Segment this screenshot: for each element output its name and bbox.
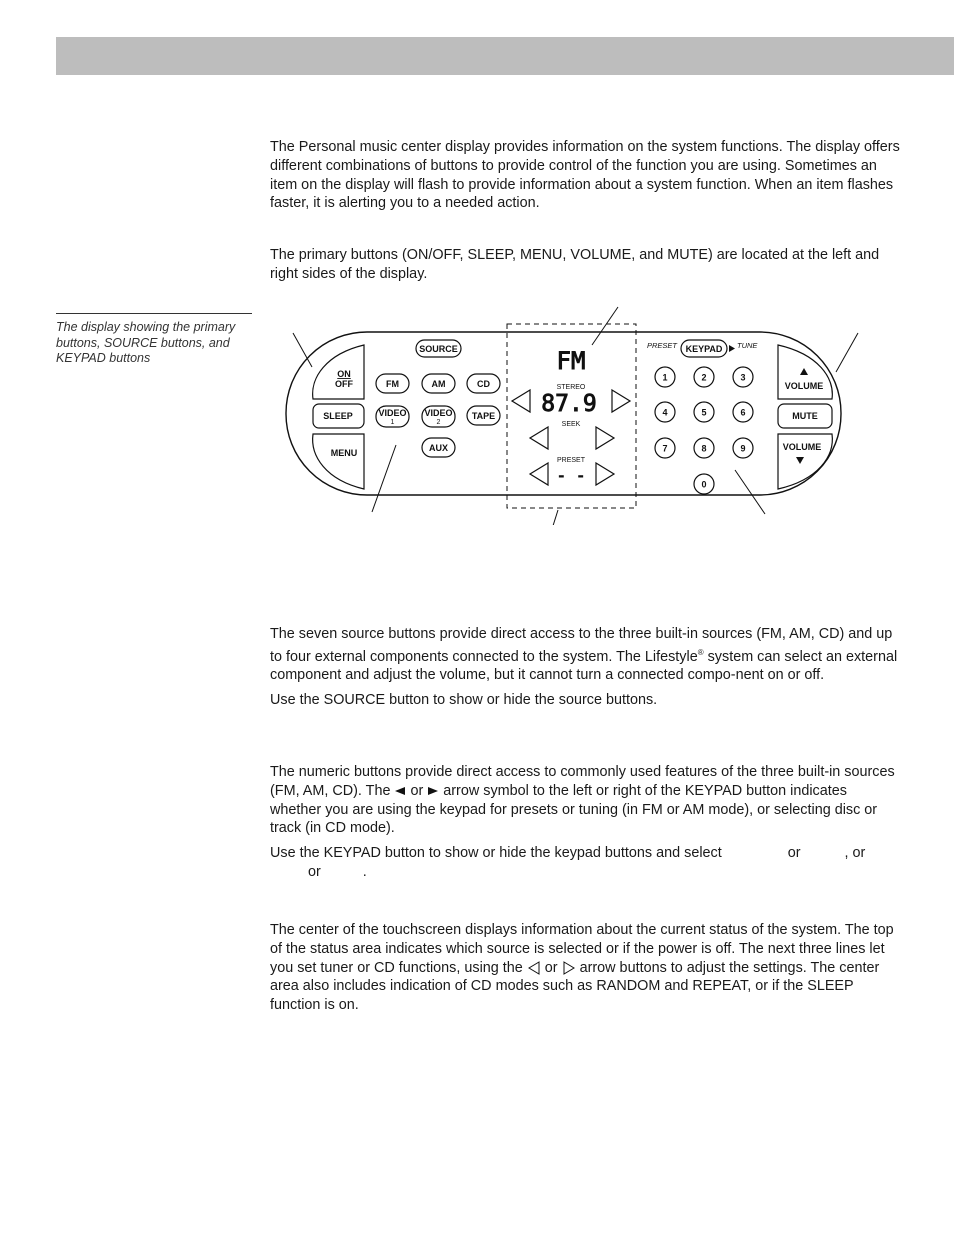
- preset-label: PRESET: [556, 457, 586, 464]
- keypad-preset-label: PRESET: [647, 341, 678, 350]
- header-bar: [56, 37, 954, 75]
- keypad-key-label: 7: [662, 443, 668, 454]
- preset-right-arrow-icon[interactable]: [596, 463, 614, 485]
- intro-paragraph-1: The Personal music center display provides information on the system functions. The display offers different combinations of buttons to provide control of the function you are using. Sometimes an item on the display will flash to provide information about a system function. When an item flashes faster, it is alerting you to a needed action.: [270, 139, 900, 212]
- left-outline-arrow-icon: [527, 961, 541, 975]
- callout-status-bottom: [552, 510, 558, 525]
- callout-primary-right: [836, 333, 858, 372]
- svg-text:2: 2: [436, 419, 441, 426]
- tape-source-button[interactable]: [467, 406, 500, 425]
- tune-right-arrow-icon[interactable]: [612, 390, 630, 412]
- tune-left-arrow-icon[interactable]: [512, 390, 530, 412]
- right-outline-arrow-icon: [562, 961, 576, 975]
- keypad-key-label: 5: [701, 407, 707, 418]
- svg-text:MUTE: MUTE: [792, 411, 818, 421]
- keypad-key-label: 4: [662, 407, 668, 418]
- source-button[interactable]: [416, 340, 461, 357]
- preset-left-arrow-icon[interactable]: [530, 463, 548, 485]
- keypad-key-label: 3: [740, 372, 746, 383]
- caption-rule: [56, 313, 252, 314]
- preset-readout: - -: [556, 466, 586, 485]
- keypad-key-label: 0: [701, 479, 707, 490]
- svg-text:SOURCE: SOURCE: [419, 344, 458, 354]
- keypad-key-label: 2: [701, 372, 707, 383]
- svg-text:KEYPAD: KEYPAD: [685, 344, 723, 354]
- seek-label: SEEK: [561, 421, 581, 428]
- left-arrow-icon: [394, 786, 406, 796]
- svg-text:VIDEO: VIDEO: [378, 408, 407, 418]
- keypad-paragraph-1: The numeric buttons provide direct access to commonly used features of the three built-in sources (FM, AM, CD). The or arrow symbol to the left or right of the KEYPAD button indicates whether you are using the keypad for presets or tuning (in FM or AM mode), or selecting disc or track (in CD mode).: [270, 764, 895, 837]
- svg-text:TAPE: TAPE: [471, 411, 496, 421]
- status-section: [270, 921, 900, 1021]
- frequency-readout: 87.9: [541, 391, 597, 417]
- intro-section-2: [270, 246, 900, 290]
- fm-source-button[interactable]: [376, 374, 409, 393]
- sources-paragraph-2: Use the SOURCE button to show or hide the source buttons.: [270, 692, 658, 709]
- keypad-tune-label: TUNE: [737, 341, 758, 350]
- svg-text:VIDEO: VIDEO: [424, 408, 453, 418]
- video2-source-button[interactable]: [422, 406, 455, 427]
- figure-caption: The display showing the primary buttons, SOURCE buttons, and KEYPAD buttons: [56, 320, 236, 365]
- display-diagram: [280, 300, 860, 525]
- svg-text:AUX: AUX: [428, 443, 449, 453]
- video1-source-button[interactable]: [376, 406, 409, 427]
- keypad-key-1[interactable]: [655, 367, 675, 387]
- status-paragraph-1: The center of the touchscreen displays information about the current status of the system. The top of the status area indicates which source is selected or if the power is off. The next three lines let you set tuner or CD functions, using the or arrow buttons to adjust the settings. The center area also includes indication of CD modes such as RANDOM and REPEAT, or if the SLEEP function is on.: [270, 922, 894, 1014]
- intro-paragraph-2: The primary buttons (ON/OFF, SLEEP, MENU, VOLUME, and MUTE) are located at the left and right sides of the display.: [270, 247, 880, 282]
- on-label: ON: [337, 369, 351, 379]
- callout-primary-left: [293, 333, 312, 367]
- keypad-key-label: 1: [662, 372, 668, 383]
- keypad-key-5[interactable]: [694, 402, 714, 422]
- intro-section: [270, 138, 900, 219]
- keypad-section: [270, 763, 900, 888]
- status-source-readout: FM: [556, 347, 586, 375]
- mute-button[interactable]: [778, 404, 832, 428]
- sources-paragraph-1: The seven source buttons provide direct access to the three built-in sources (FM, AM, CD) and up to four external components connected to the system. The Lifestyle® system can select an external component and adjust the volume, but it cannot turn a connected compo-nent on or off.: [270, 626, 898, 684]
- keypad-button[interactable]: [681, 340, 727, 357]
- keypad-key-0[interactable]: [694, 474, 714, 494]
- keypad-key-3[interactable]: [733, 367, 753, 387]
- cd-source-button[interactable]: [467, 374, 500, 393]
- keypad-key-9[interactable]: [733, 438, 753, 458]
- seek-right-arrow-icon[interactable]: [596, 427, 614, 449]
- svg-text:FM: FM: [386, 379, 399, 389]
- keypad-key-label: 9: [740, 443, 746, 454]
- keypad-key-8[interactable]: [694, 438, 714, 458]
- keypad-key-4[interactable]: [655, 402, 675, 422]
- keypad-key-6[interactable]: [733, 402, 753, 422]
- off-label: OFF: [335, 379, 353, 389]
- volume-up-button[interactable]: [778, 345, 832, 399]
- svg-text:VOLUME: VOLUME: [784, 381, 824, 391]
- seek-left-arrow-icon[interactable]: [530, 427, 548, 449]
- svg-text:AM: AM: [431, 379, 446, 389]
- right-arrow-icon: [427, 786, 439, 796]
- keypad-key-2[interactable]: [694, 367, 714, 387]
- keypad-key-label: 6: [740, 407, 746, 418]
- svg-text:VOLUME: VOLUME: [782, 442, 822, 452]
- svg-text:MENU: MENU: [330, 448, 358, 458]
- svg-text:CD: CD: [477, 379, 490, 389]
- keypad-right-arrow-icon: [729, 345, 735, 352]
- sources-section: [270, 625, 900, 716]
- sleep-button[interactable]: [313, 404, 364, 428]
- callout-sources: [372, 445, 396, 512]
- keypad-key-7[interactable]: [655, 438, 675, 458]
- keypad-paragraph-2: Use the KEYPAD button to show or hide the keypad buttons and select or , or or .: [270, 845, 866, 880]
- aux-source-button[interactable]: [422, 438, 455, 457]
- callout-status-top: [592, 307, 618, 345]
- callout-keypad: [735, 470, 765, 514]
- am-source-button[interactable]: [422, 374, 455, 393]
- on-off-button[interactable]: [313, 345, 364, 399]
- keypad-key-label: 8: [701, 443, 707, 454]
- stereo-indicator: STEREO: [556, 384, 586, 391]
- svg-text:SLEEP: SLEEP: [323, 411, 353, 421]
- svg-text:1: 1: [390, 419, 395, 426]
